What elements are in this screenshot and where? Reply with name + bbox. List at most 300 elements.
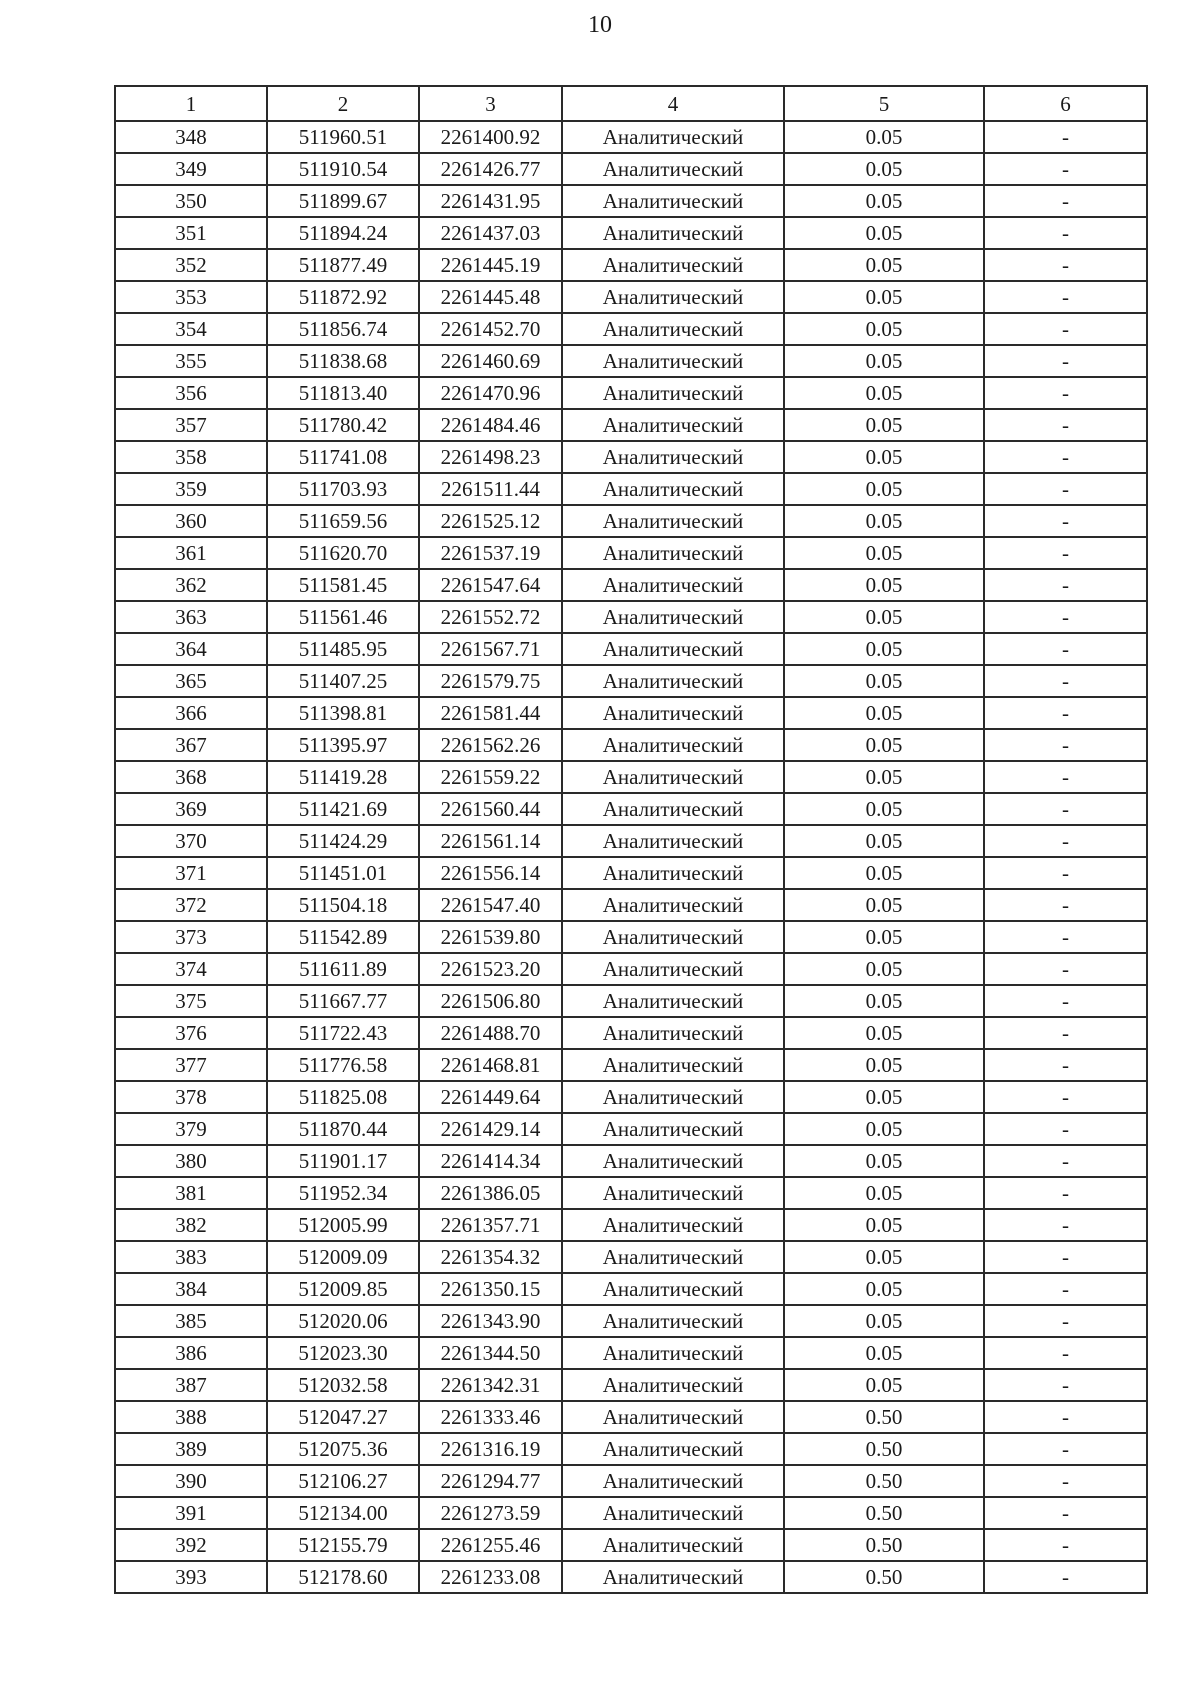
cell-accuracy: 0.05 xyxy=(784,473,984,505)
header-col-5: 5 xyxy=(784,86,984,121)
cell-coord-y: 2261547.64 xyxy=(419,569,562,601)
cell-point-number: 350 xyxy=(115,185,267,217)
cell-note: - xyxy=(984,1401,1147,1433)
cell-note: - xyxy=(984,1305,1147,1337)
cell-method: Аналитический xyxy=(562,1369,784,1401)
cell-coord-y: 2261523.20 xyxy=(419,953,562,985)
cell-accuracy: 0.50 xyxy=(784,1529,984,1561)
table-row xyxy=(115,921,1147,953)
table-row xyxy=(115,441,1147,473)
cell-point-number: 367 xyxy=(115,729,267,761)
cell-point-number: 364 xyxy=(115,633,267,665)
cell-accuracy: 0.05 xyxy=(784,185,984,217)
cell-method: Аналитический xyxy=(562,1433,784,1465)
cell-accuracy: 0.05 xyxy=(784,505,984,537)
table-row xyxy=(115,473,1147,505)
cell-accuracy: 0.05 xyxy=(784,1273,984,1305)
cell-point-number: 381 xyxy=(115,1177,267,1209)
cell-point-number: 349 xyxy=(115,153,267,185)
table-row xyxy=(115,1529,1147,1561)
cell-note: - xyxy=(984,1113,1147,1145)
table-row xyxy=(115,1177,1147,1209)
cell-coord-y: 2261452.70 xyxy=(419,313,562,345)
cell-coord-x: 511703.93 xyxy=(267,473,419,505)
cell-note: - xyxy=(984,1017,1147,1049)
header-col-1: 1 xyxy=(115,86,267,121)
table-row xyxy=(115,409,1147,441)
cell-method: Аналитический xyxy=(562,409,784,441)
table-row xyxy=(115,793,1147,825)
cell-coord-y: 2261294.77 xyxy=(419,1465,562,1497)
cell-note: - xyxy=(984,729,1147,761)
cell-accuracy: 0.50 xyxy=(784,1561,984,1593)
cell-coord-x: 511776.58 xyxy=(267,1049,419,1081)
cell-coord-y: 2261426.77 xyxy=(419,153,562,185)
cell-point-number: 351 xyxy=(115,217,267,249)
coordinates-table xyxy=(114,85,1148,1594)
table-row xyxy=(115,633,1147,665)
cell-coord-x: 511877.49 xyxy=(267,249,419,281)
cell-coord-x: 511813.40 xyxy=(267,377,419,409)
table-row xyxy=(115,1113,1147,1145)
cell-coord-y: 2261561.14 xyxy=(419,825,562,857)
cell-coord-x: 512075.36 xyxy=(267,1433,419,1465)
cell-coord-x: 512106.27 xyxy=(267,1465,419,1497)
cell-coord-y: 2261484.46 xyxy=(419,409,562,441)
cell-method: Аналитический xyxy=(562,473,784,505)
cell-coord-x: 512009.09 xyxy=(267,1241,419,1273)
cell-method: Аналитический xyxy=(562,313,784,345)
cell-coord-y: 2261414.34 xyxy=(419,1145,562,1177)
cell-accuracy: 0.05 xyxy=(784,601,984,633)
cell-coord-x: 511504.18 xyxy=(267,889,419,921)
cell-note: - xyxy=(984,153,1147,185)
cell-point-number: 391 xyxy=(115,1497,267,1529)
cell-note: - xyxy=(984,921,1147,953)
cell-method: Аналитический xyxy=(562,633,784,665)
cell-accuracy: 0.05 xyxy=(784,729,984,761)
cell-point-number: 375 xyxy=(115,985,267,1017)
cell-method: Аналитический xyxy=(562,281,784,313)
cell-point-number: 383 xyxy=(115,1241,267,1273)
cell-note: - xyxy=(984,633,1147,665)
cell-coord-y: 2261468.81 xyxy=(419,1049,562,1081)
cell-method: Аналитический xyxy=(562,953,784,985)
table-row xyxy=(115,1337,1147,1369)
cell-coord-x: 511561.46 xyxy=(267,601,419,633)
cell-coord-x: 511395.97 xyxy=(267,729,419,761)
cell-method: Аналитический xyxy=(562,1401,784,1433)
cell-point-number: 362 xyxy=(115,569,267,601)
cell-note: - xyxy=(984,249,1147,281)
table-row xyxy=(115,665,1147,697)
cell-point-number: 384 xyxy=(115,1273,267,1305)
table-row xyxy=(115,185,1147,217)
cell-coord-y: 2261273.59 xyxy=(419,1497,562,1529)
cell-note: - xyxy=(984,985,1147,1017)
cell-coord-y: 2261255.46 xyxy=(419,1529,562,1561)
cell-coord-x: 512005.99 xyxy=(267,1209,419,1241)
cell-coord-y: 2261445.48 xyxy=(419,281,562,313)
cell-method: Аналитический xyxy=(562,505,784,537)
cell-method: Аналитический xyxy=(562,377,784,409)
cell-note: - xyxy=(984,1145,1147,1177)
cell-note: - xyxy=(984,1561,1147,1593)
cell-accuracy: 0.05 xyxy=(784,569,984,601)
cell-point-number: 387 xyxy=(115,1369,267,1401)
cell-point-number: 359 xyxy=(115,473,267,505)
cell-accuracy: 0.50 xyxy=(784,1401,984,1433)
table-row xyxy=(115,953,1147,985)
cell-accuracy: 0.05 xyxy=(784,1017,984,1049)
cell-coord-x: 511899.67 xyxy=(267,185,419,217)
cell-method: Аналитический xyxy=(562,1273,784,1305)
cell-accuracy: 0.05 xyxy=(784,1113,984,1145)
cell-accuracy: 0.50 xyxy=(784,1465,984,1497)
cell-coord-x: 511419.28 xyxy=(267,761,419,793)
cell-coord-y: 2261350.15 xyxy=(419,1273,562,1305)
cell-method: Аналитический xyxy=(562,1113,784,1145)
cell-method: Аналитический xyxy=(562,1529,784,1561)
cell-point-number: 372 xyxy=(115,889,267,921)
cell-coord-x: 511611.89 xyxy=(267,953,419,985)
cell-accuracy: 0.05 xyxy=(784,537,984,569)
cell-accuracy: 0.05 xyxy=(784,985,984,1017)
cell-note: - xyxy=(984,953,1147,985)
cell-coord-y: 2261567.71 xyxy=(419,633,562,665)
cell-accuracy: 0.05 xyxy=(784,1081,984,1113)
cell-coord-x: 511960.51 xyxy=(267,121,419,153)
header-col-2: 2 xyxy=(267,86,419,121)
cell-point-number: 379 xyxy=(115,1113,267,1145)
cell-coord-y: 2261386.05 xyxy=(419,1177,562,1209)
cell-accuracy: 0.05 xyxy=(784,921,984,953)
cell-accuracy: 0.05 xyxy=(784,665,984,697)
cell-method: Аналитический xyxy=(562,857,784,889)
cell-point-number: 371 xyxy=(115,857,267,889)
cell-point-number: 366 xyxy=(115,697,267,729)
table-row xyxy=(115,857,1147,889)
cell-coord-y: 2261511.44 xyxy=(419,473,562,505)
cell-note: - xyxy=(984,1369,1147,1401)
cell-note: - xyxy=(984,1433,1147,1465)
cell-point-number: 353 xyxy=(115,281,267,313)
cell-method: Аналитический xyxy=(562,537,784,569)
table-row xyxy=(115,1369,1147,1401)
cell-coord-x: 511485.95 xyxy=(267,633,419,665)
table-body xyxy=(115,121,1147,1593)
cell-coord-x: 511825.08 xyxy=(267,1081,419,1113)
cell-coord-y: 2261581.44 xyxy=(419,697,562,729)
table-row xyxy=(115,505,1147,537)
table-row xyxy=(115,761,1147,793)
cell-coord-x: 511659.56 xyxy=(267,505,419,537)
cell-coord-y: 2261429.14 xyxy=(419,1113,562,1145)
cell-coord-y: 2261539.80 xyxy=(419,921,562,953)
cell-note: - xyxy=(984,1273,1147,1305)
cell-method: Аналитический xyxy=(562,1497,784,1529)
cell-point-number: 360 xyxy=(115,505,267,537)
table-row xyxy=(115,1401,1147,1433)
cell-accuracy: 0.05 xyxy=(784,793,984,825)
cell-coord-x: 511722.43 xyxy=(267,1017,419,1049)
cell-coord-x: 511780.42 xyxy=(267,409,419,441)
cell-coord-x: 512009.85 xyxy=(267,1273,419,1305)
cell-coord-x: 511421.69 xyxy=(267,793,419,825)
table-row xyxy=(115,825,1147,857)
cell-point-number: 373 xyxy=(115,921,267,953)
cell-coord-y: 2261560.44 xyxy=(419,793,562,825)
cell-note: - xyxy=(984,1497,1147,1529)
cell-note: - xyxy=(984,1529,1147,1561)
cell-point-number: 377 xyxy=(115,1049,267,1081)
cell-point-number: 390 xyxy=(115,1465,267,1497)
cell-method: Аналитический xyxy=(562,569,784,601)
cell-method: Аналитический xyxy=(562,1561,784,1593)
cell-method: Аналитический xyxy=(562,1177,784,1209)
cell-coord-x: 511901.17 xyxy=(267,1145,419,1177)
cell-point-number: 368 xyxy=(115,761,267,793)
cell-coord-y: 2261357.71 xyxy=(419,1209,562,1241)
table-row xyxy=(115,1465,1147,1497)
cell-accuracy: 0.05 xyxy=(784,697,984,729)
cell-method: Аналитический xyxy=(562,441,784,473)
cell-accuracy: 0.50 xyxy=(784,1497,984,1529)
cell-method: Аналитический xyxy=(562,665,784,697)
cell-point-number: 356 xyxy=(115,377,267,409)
cell-coord-x: 512032.58 xyxy=(267,1369,419,1401)
cell-coord-y: 2261343.90 xyxy=(419,1305,562,1337)
cell-method: Аналитический xyxy=(562,1081,784,1113)
cell-note: - xyxy=(984,1177,1147,1209)
cell-note: - xyxy=(984,1081,1147,1113)
cell-coord-x: 511910.54 xyxy=(267,153,419,185)
cell-method: Аналитический xyxy=(562,761,784,793)
cell-coord-y: 2261552.72 xyxy=(419,601,562,633)
cell-coord-y: 2261537.19 xyxy=(419,537,562,569)
cell-point-number: 376 xyxy=(115,1017,267,1049)
cell-method: Аналитический xyxy=(562,601,784,633)
table-row xyxy=(115,601,1147,633)
cell-accuracy: 0.05 xyxy=(784,1209,984,1241)
table-row xyxy=(115,1433,1147,1465)
cell-point-number: 374 xyxy=(115,953,267,985)
cell-method: Аналитический xyxy=(562,121,784,153)
cell-note: - xyxy=(984,1465,1147,1497)
cell-coord-x: 511872.92 xyxy=(267,281,419,313)
cell-coord-y: 2261498.23 xyxy=(419,441,562,473)
cell-note: - xyxy=(984,345,1147,377)
cell-method: Аналитический xyxy=(562,185,784,217)
cell-accuracy: 0.05 xyxy=(784,441,984,473)
cell-coord-x: 511451.01 xyxy=(267,857,419,889)
cell-coord-y: 2261525.12 xyxy=(419,505,562,537)
cell-accuracy: 0.05 xyxy=(784,313,984,345)
cell-accuracy: 0.05 xyxy=(784,153,984,185)
cell-coord-x: 511407.25 xyxy=(267,665,419,697)
cell-point-number: 370 xyxy=(115,825,267,857)
cell-point-number: 378 xyxy=(115,1081,267,1113)
header-col-6: 6 xyxy=(984,86,1147,121)
table-row xyxy=(115,121,1147,153)
cell-method: Аналитический xyxy=(562,1337,784,1369)
table-row xyxy=(115,1017,1147,1049)
cell-accuracy: 0.05 xyxy=(784,409,984,441)
table-row xyxy=(115,1241,1147,1273)
cell-note: - xyxy=(984,889,1147,921)
cell-accuracy: 0.50 xyxy=(784,1433,984,1465)
cell-coord-x: 511952.34 xyxy=(267,1177,419,1209)
cell-note: - xyxy=(984,761,1147,793)
cell-accuracy: 0.05 xyxy=(784,825,984,857)
page-number: 10 xyxy=(588,12,612,38)
cell-note: - xyxy=(984,409,1147,441)
cell-method: Аналитический xyxy=(562,1465,784,1497)
cell-method: Аналитический xyxy=(562,921,784,953)
cell-accuracy: 0.05 xyxy=(784,217,984,249)
cell-point-number: 388 xyxy=(115,1401,267,1433)
cell-coord-y: 2261344.50 xyxy=(419,1337,562,1369)
cell-coord-x: 512155.79 xyxy=(267,1529,419,1561)
cell-coord-y: 2261470.96 xyxy=(419,377,562,409)
cell-coord-x: 511870.44 xyxy=(267,1113,419,1145)
cell-accuracy: 0.05 xyxy=(784,953,984,985)
cell-point-number: 361 xyxy=(115,537,267,569)
cell-coord-y: 2261460.69 xyxy=(419,345,562,377)
cell-coord-y: 2261431.95 xyxy=(419,185,562,217)
cell-accuracy: 0.05 xyxy=(784,1177,984,1209)
cell-accuracy: 0.05 xyxy=(784,857,984,889)
cell-accuracy: 0.05 xyxy=(784,889,984,921)
cell-accuracy: 0.05 xyxy=(784,1337,984,1369)
cell-point-number: 385 xyxy=(115,1305,267,1337)
cell-note: - xyxy=(984,825,1147,857)
cell-method: Аналитический xyxy=(562,217,784,249)
cell-note: - xyxy=(984,473,1147,505)
header-row xyxy=(115,86,1147,121)
table-header xyxy=(115,86,1147,121)
cell-note: - xyxy=(984,121,1147,153)
cell-method: Аналитический xyxy=(562,345,784,377)
cell-point-number: 386 xyxy=(115,1337,267,1369)
cell-method: Аналитический xyxy=(562,697,784,729)
cell-point-number: 389 xyxy=(115,1433,267,1465)
table-row xyxy=(115,377,1147,409)
header-col-3: 3 xyxy=(419,86,562,121)
table-row xyxy=(115,1145,1147,1177)
cell-method: Аналитический xyxy=(562,1209,784,1241)
cell-note: - xyxy=(984,857,1147,889)
cell-accuracy: 0.05 xyxy=(784,345,984,377)
table-row xyxy=(115,1049,1147,1081)
cell-coord-y: 2261342.31 xyxy=(419,1369,562,1401)
cell-note: - xyxy=(984,601,1147,633)
cell-method: Аналитический xyxy=(562,889,784,921)
cell-note: - xyxy=(984,793,1147,825)
table-row xyxy=(115,1081,1147,1113)
cell-note: - xyxy=(984,281,1147,313)
table-row xyxy=(115,697,1147,729)
cell-point-number: 348 xyxy=(115,121,267,153)
cell-point-number: 357 xyxy=(115,409,267,441)
table-row xyxy=(115,729,1147,761)
cell-accuracy: 0.05 xyxy=(784,633,984,665)
cell-coord-y: 2261437.03 xyxy=(419,217,562,249)
cell-accuracy: 0.05 xyxy=(784,281,984,313)
table-row xyxy=(115,569,1147,601)
cell-note: - xyxy=(984,185,1147,217)
cell-coord-y: 2261506.80 xyxy=(419,985,562,1017)
cell-coord-x: 511620.70 xyxy=(267,537,419,569)
cell-method: Аналитический xyxy=(562,153,784,185)
cell-coord-x: 511894.24 xyxy=(267,217,419,249)
cell-point-number: 363 xyxy=(115,601,267,633)
cell-method: Аналитический xyxy=(562,1017,784,1049)
cell-point-number: 365 xyxy=(115,665,267,697)
cell-coord-y: 2261579.75 xyxy=(419,665,562,697)
cell-coord-y: 2261400.92 xyxy=(419,121,562,153)
cell-method: Аналитический xyxy=(562,1049,784,1081)
cell-note: - xyxy=(984,537,1147,569)
table-row xyxy=(115,1497,1147,1529)
cell-point-number: 354 xyxy=(115,313,267,345)
cell-point-number: 392 xyxy=(115,1529,267,1561)
cell-note: - xyxy=(984,217,1147,249)
table-row xyxy=(115,217,1147,249)
cell-coord-y: 2261316.19 xyxy=(419,1433,562,1465)
cell-accuracy: 0.05 xyxy=(784,1369,984,1401)
table-row xyxy=(115,281,1147,313)
table-row xyxy=(115,1305,1147,1337)
cell-accuracy: 0.05 xyxy=(784,761,984,793)
table-row xyxy=(115,889,1147,921)
table-row xyxy=(115,537,1147,569)
cell-method: Аналитический xyxy=(562,1241,784,1273)
cell-coord-y: 2261449.64 xyxy=(419,1081,562,1113)
cell-accuracy: 0.05 xyxy=(784,1241,984,1273)
cell-coord-x: 512178.60 xyxy=(267,1561,419,1593)
cell-point-number: 358 xyxy=(115,441,267,473)
cell-coord-y: 2261556.14 xyxy=(419,857,562,889)
cell-point-number: 393 xyxy=(115,1561,267,1593)
cell-accuracy: 0.05 xyxy=(784,377,984,409)
cell-coord-x: 512020.06 xyxy=(267,1305,419,1337)
table-row xyxy=(115,1209,1147,1241)
cell-method: Аналитический xyxy=(562,729,784,761)
table-row xyxy=(115,249,1147,281)
cell-coord-y: 2261445.19 xyxy=(419,249,562,281)
cell-note: - xyxy=(984,441,1147,473)
cell-accuracy: 0.05 xyxy=(784,1049,984,1081)
cell-coord-x: 511667.77 xyxy=(267,985,419,1017)
cell-coord-x: 512047.27 xyxy=(267,1401,419,1433)
cell-coord-y: 2261333.46 xyxy=(419,1401,562,1433)
cell-method: Аналитический xyxy=(562,1145,784,1177)
cell-note: - xyxy=(984,1209,1147,1241)
cell-method: Аналитический xyxy=(562,249,784,281)
cell-point-number: 382 xyxy=(115,1209,267,1241)
cell-note: - xyxy=(984,1337,1147,1369)
cell-point-number: 352 xyxy=(115,249,267,281)
header-col-4: 4 xyxy=(562,86,784,121)
cell-coord-x: 511741.08 xyxy=(267,441,419,473)
cell-point-number: 380 xyxy=(115,1145,267,1177)
cell-method: Аналитический xyxy=(562,793,784,825)
cell-coord-y: 2261562.26 xyxy=(419,729,562,761)
cell-coord-x: 511424.29 xyxy=(267,825,419,857)
cell-accuracy: 0.05 xyxy=(784,1145,984,1177)
cell-method: Аналитический xyxy=(562,1305,784,1337)
